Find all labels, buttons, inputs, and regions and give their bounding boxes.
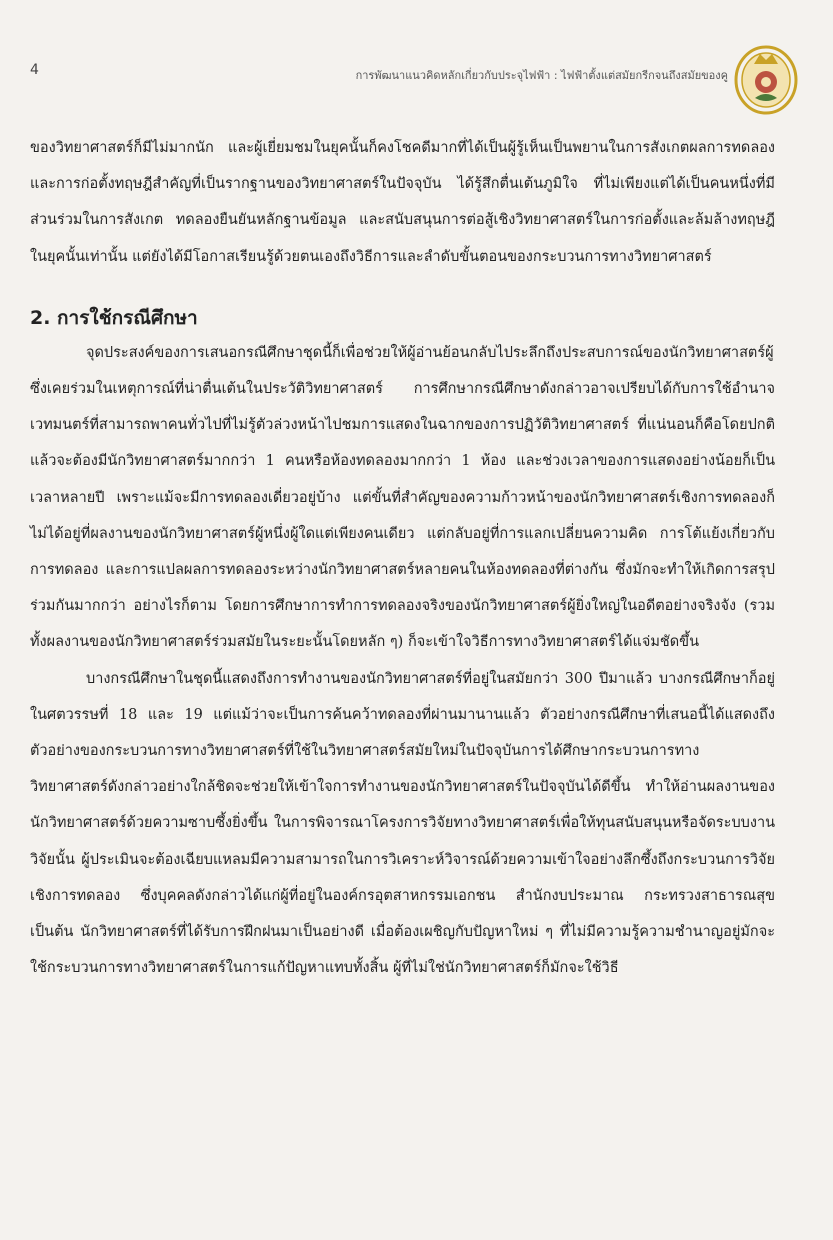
page-number: 4 <box>30 62 39 78</box>
body-text <box>30 130 775 986</box>
section-paragraph-1: จุดประสงค์ของการเสนอกรณีศึกษาชุดนี้ก็เพื่อช่วยให้ผู้อ่านย้อนกลับไประลึกถึงประสบการณ์ของนักวิทยาศาสตร์ผู้ซึ่งเคยร่วมในเหตุการณ์ที่น่าตื่นเต้นในประวัติวิทยาศาสตร์ การศึกษากรณีศึกษาดังกล่าวอาจเปรียบได้กับการใช้อำนาจเวทมนตร์ที่สามารถพาคนทั่วไปที่ไม่รู้ตัวล่วงหน้าไปชมการแสดงในฉากของการปฏิวัติวิทยาศาสตร์ ที่แน่นอนก็คือโดยปกติแล้วจะต้องมีนักวิทยาศาสตร์มากกว่า 1 คนหรือห้องทดลองมากกว่า 1 ห้อง และช่วงเวลาของการแสดงอย่างน้อยก็เป็นเวลาหลายปี เพราะแม้จะมีการทดลองเดี่ยวอยู่บ้าง แต่ขั้นที่สำคัญของความก้าวหน้าของนักวิทยาศาสตร์เชิงการทดลองก็ไม่ได้อยู่ที่ผลงานของนักวิทยาศาสตร์ผู้หนึ่งผู้ใดแต่เพียงคนเดียว แต่กลับอยู่ที่การแลกเปลี่ยนความคิด การโต้แย้งเกี่ยวกับการทดลอง และการแปลผลการทดลองระหว่างนักวิทยาศาสตร์หลายคนในห้องทดลองที่ต่างกัน ซึ่งมักจะทำให้เกิดการสรุปร่วมกันมากกว่า อย่างไรก็ตาม โดยการศึกษาการทำการทดลองจริงของนักวิทยาศาสตร์ผู้ยิ่งใหญ่ในอดีตอย่างจริงจัง (รวมทั้งผลงานของนักวิทยาศาสตร์ร่วมสมัยในระยะนั้นโดยหลัก ๆ) ก็จะเข้าใจวิธีการทางวิทยาศาสตร์ได้แจ่มชัดขึ้น <box>30 344 775 651</box>
running-head: การพัฒนาแนวคิดหลักเกี่ยวกับประจุไฟฟ้า : ไฟฟ้าตั้งแต่สมัยกรีกจนถึงสมัยของคู <box>355 69 728 82</box>
institution-seal-logo <box>733 42 799 116</box>
section-heading: 2. การใช้กรณีศึกษา <box>30 306 198 329</box>
paragraph-1: ของวิทยาศาสตร์ก็มีไม่มากนัก และผู้เยี่ยมชมในยุคนั้นก็คงโชคดีมากที่ได้เป็นผู้รู้เห็นเป็นพยานในการสังเกตผลการทดลองและการก่อตั้งทฤษฎีสำคัญที่เป็นรากฐานของวิทยาศาสตร์ในปัจจุบัน ได้รู้สึกตื่นเต้นภูมิใจ ที่ไม่เพียงแต่ได้เป็นคนหนึ่งที่มีส่วนร่วมในการสังเกต ทดลองยืนยันหลักฐานข้อมูล และสนับสนุนการต่อสู้เชิงวิทยาศาสตร์ในการก่อตั้งและล้มล้างทฤษฎีในยุคนั้นเท่านั้น แต่ยังได้มีโอกาสเรียนรู้ด้วยตนเองถึงวิธีการและลำดับขั้นตอนของกระบวนการทางวิทยาศาสตร์ <box>30 140 775 265</box>
section-paragraph-2: บางกรณีศึกษาในชุดนี้แสดงถึงการทำงานของนักวิทยาศาสตร์ที่อยู่ในสมัยกว่า 300 ปีมาแล้ว บางกรณีศึกษาก็อยู่ในศตวรรษที่ 18 และ 19 แต่แม้ว่าจะเป็นการค้นคว้าทดลองที่ผ่านมานานแล้ว ตัวอย่างกรณีศึกษาที่เสนอนี้ได้แสดงถึงตัวอย่างของกระบวนการทางวิทยาศาสตร์ที่ใช้ในวิทยาศาสตร์สมัยใหม่ในปัจจุบันการได้ศึกษากระบวนการทางวิทยาศาสตร์ดังกล่าวอย่างใกล้ชิดจะช่วยให้เข้าใจการทำงานของนักวิทยาศาสตร์ในปัจจุบันได้ดีขึ้น ทำให้อ่านผลงานของนักวิทยาศาสตร์ด้วยความซาบซึ้งยิ่งขึ้น ในการพิจารณาโครงการวิจัยทางวิทยาศาสตร์เพื่อให้ทุนสนับสนุนหรือจัดระบบงานวิจัยนั้น ผู้ประเมินจะต้องเฉียบแหลมมีความสามารถในการวิเคราะห์วิจารณ์ด้วยความเข้าใจอย่างลึกซึ้งถึงกระบวนการวิจัยเชิงการทดลอง ซึ่งบุคคลดังกล่าวได้แก่ผู้ที่อยู่ในองค์กรอุตสาหกรรมเอกชน สำนักงบประมาณ กระทรวงสาธารณสุข เป็นต้น นักวิทยาศาสตร์ที่ได้รับการฝึกฝนมาเป็นอย่างดี เมื่อต้องเผชิญกับปัญหาใหม่ ๆ ที่ไม่มีความรู้ความชำนาญอยู่มักจะใช้กระบวนการทางวิทยาศาสตร์ในการแก้ปัญหาแทบทั้งสิ้น ผู้ที่ไม่ใช่นักวิทยาศาสตร์ก็มักจะใช้วิธี <box>30 670 775 977</box>
